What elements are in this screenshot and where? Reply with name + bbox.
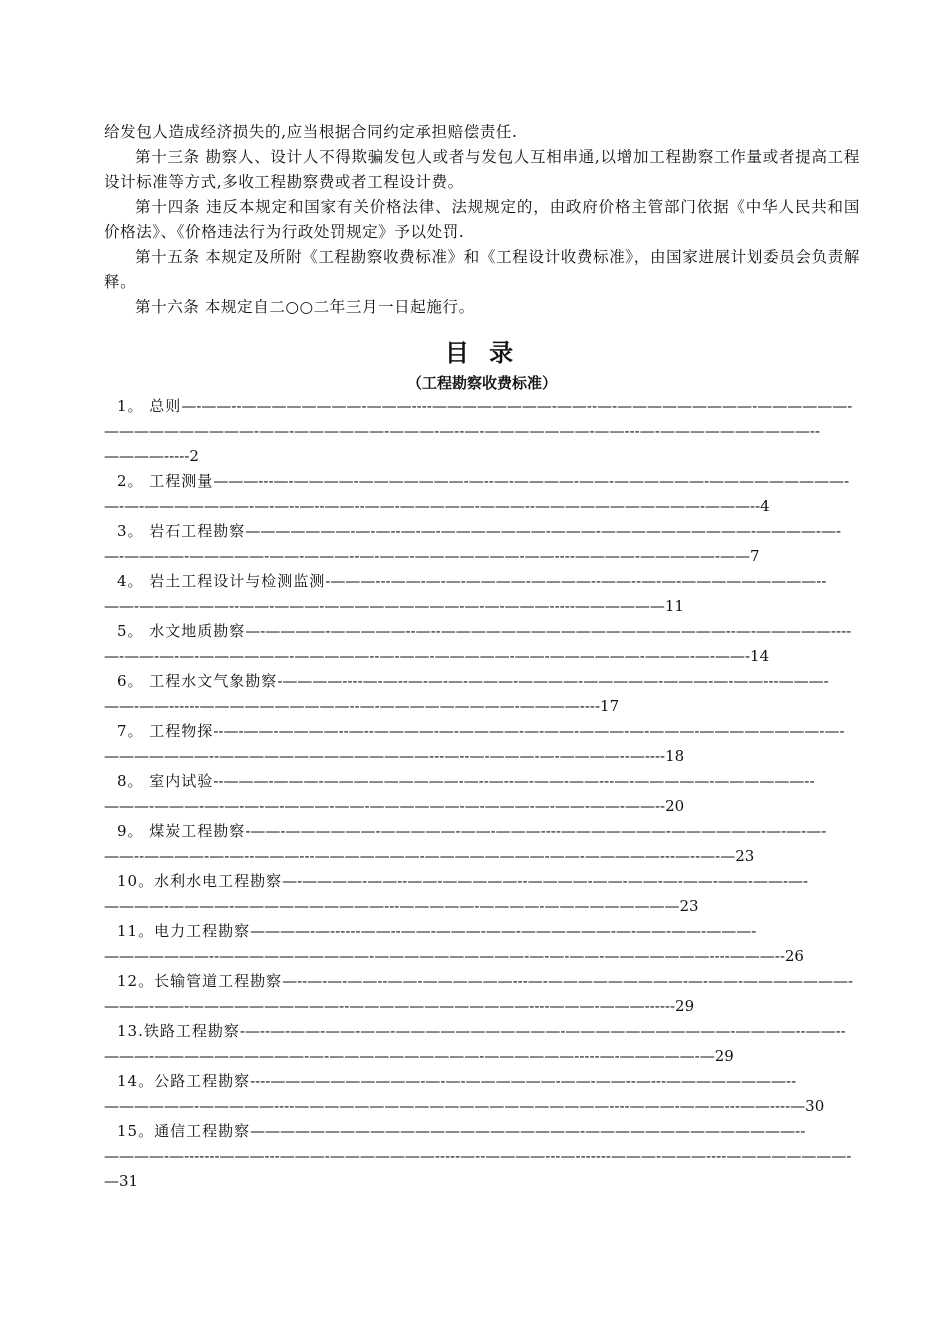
toc-entry-label: 11。电力工程勘察	[117, 922, 251, 940]
body-paragraph-article-13: 第十三条 勘察人、设计人不得欺骗发包人或者与发包人互相串通,以增加工程勘察工作量或者提高工程设计标准等方式,多收工程勘察费或者工程设计费。	[104, 148, 860, 191]
toc-entry-page-number: 23	[679, 897, 699, 915]
toc-entry-page-number: 30	[805, 1097, 825, 1115]
toc-entry-label: 9。 煤炭工程勘察	[117, 822, 246, 840]
toc-entry-label: 15。通信工程勘察	[117, 1122, 251, 1140]
toc-entry[interactable]	[104, 869, 860, 919]
toc-entry-page-number: 29	[675, 997, 695, 1015]
toc-entry[interactable]	[104, 719, 860, 769]
toc-entry[interactable]	[104, 394, 860, 469]
toc-entry-label: 4。 岩土工程设计与检测监测	[117, 572, 326, 590]
toc-entry-leader: —-——--————————-———----————————-——--—-—————————-——————-——————————-——-——————-———-—--—-———————-——---—-——————————--————-----	[104, 397, 853, 465]
document-page	[104, 120, 860, 1194]
toc-entry[interactable]	[104, 919, 860, 969]
toc-entry-page-number: 29	[714, 1047, 734, 1065]
toc-title: 目 录	[444, 339, 520, 367]
toc-entry-page-number: 2	[189, 447, 199, 465]
toc-entry[interactable]	[104, 1069, 860, 1119]
body-paragraph-article-16: 第十六条 本规定自二○○二年三月一日起施行。	[135, 298, 475, 316]
toc-entry[interactable]	[104, 969, 860, 1019]
body-paragraph-article-15: 第十五条 本规定及所附《工程勘察收费标准》和《工程设计收费标准》，由国家进展计划委员会负责解释。	[104, 248, 860, 291]
toc-entry-leader: ----——————————-—-—-——————-——-——--—---————————--——————-—————----—————————————————————----———-———---——----—	[104, 1072, 806, 1115]
toc-entry[interactable]	[104, 669, 860, 719]
toc-entry-leader: -———---——-—-—-————-————--——--—-—-—————————--——-——————--——-———-—————————-—-—-———-----——————	[104, 572, 827, 615]
toc-entry-leader: -——-——————-—————-——-———----———————-——————-—-—-—-——--————-—-—--———---———————-————————-——-—————---—--—-—	[104, 822, 827, 865]
toc-entry[interactable]	[104, 469, 860, 519]
body-paragraph-1: 给发包人造成经济损失的,应当根据合同约定承担赔偿责任.	[104, 123, 518, 141]
toc-entry-leader: —--—-—-——--——-——————---—-—————————-—-——-———————-———-——-——————————--————————————----———-———------	[104, 972, 854, 1015]
toc-entry-label: 2。 工程测量	[117, 472, 214, 490]
toc-entry-leader: —-————-—————--—--———————————————————--—-—————----—-——-—-—-——————-—————--—-——-—————-——-——————-———-—-——-	[104, 622, 852, 665]
toc-entry[interactable]	[104, 519, 860, 569]
toc-entry-label: 14。公路工程勘察	[117, 1072, 251, 1090]
toc-entry[interactable]	[104, 619, 860, 669]
toc-entry-leader: -————----—-—--—-—-—-———-————-—————-———-—-——---———-——-——------——————————--—-—————————-————----	[104, 672, 829, 715]
toc-entry-leader: ————-—------——--——-———-——-——————-—-——-——-———-———————--——————————-——————————-—-—-——-———————----———--	[104, 922, 785, 965]
toc-entry-label: 10。水利水电工程勘察	[117, 872, 283, 890]
toc-entry-leader: -—--—-——-——-——-———————————-———————————-————--——--———-——————————-—-——————————-——————-----—-—————-—	[104, 1022, 846, 1065]
toc-entry-page-number: 11	[664, 597, 684, 615]
toc-entry-label: 1。 总则	[117, 397, 182, 415]
toc-entry-label: 3。 岩石工程勘察	[117, 522, 246, 540]
toc-entry-page-number: 31	[119, 1172, 139, 1190]
toc-entry-leader: --—-——-————--—--————-—-————-—-——-———-—-———-————————-—-———————--——————————————---—--—-———-—-————--—----	[104, 722, 845, 765]
toc-entry-page-number: 26	[784, 947, 804, 965]
toc-entry-leader: ——————————————————————-——————————————--————-—-------———---———-———————-----—--————---—-------———-———----————————-—	[104, 1122, 852, 1190]
toc-entry-label: 5。 水文地质勘察	[117, 622, 246, 640]
toc-entry-label: 12。长输管道工程勘察	[117, 972, 283, 990]
toc-entry-leader: ———————-—-—--—-—-———————-———-——————————-————-—-—-————-—————-——-———--—-——-———————-——----————-—————-——	[104, 522, 842, 565]
toc-entry[interactable]	[104, 769, 860, 819]
toc-list	[104, 394, 860, 1194]
toc-entry-label: 6。 工程水文气象勘察	[117, 672, 278, 690]
body-paragraph-article-14: 第十四条 违反本规定和国家有关价格法律、法规规定的，由政府价格主管部门依据《中华人民共和国价格法》、《价格违法行为行政处罚规定》予以处罚.	[104, 198, 860, 241]
toc-entry-leader: —-————-——--——-—————--————-——-——-—-——-——-——-—-————-————-——————————---—————-————-—————————	[104, 872, 809, 915]
toc-entry-page-number: 7	[750, 547, 760, 565]
toc-entry-page-number: 14	[750, 647, 770, 665]
toc-entry-leader: --———-———-—————————-—--—--—-——-——---—-—————-——————--———-———-—-—-—-—-———-——-——————-—-———-—-——-——-——--	[104, 772, 815, 815]
toc-entry[interactable]	[104, 1119, 860, 1194]
toc-entry-page-number: 23	[735, 847, 755, 865]
toc-entry-label: 8。 室内试验	[117, 772, 214, 790]
toc-entry[interactable]	[104, 1019, 860, 1069]
toc-entry-page-number: 20	[665, 797, 685, 815]
toc-entry-page-number: 17	[600, 697, 620, 715]
toc-subtitle: （工程勘察收费标准）	[406, 374, 557, 392]
toc-entry[interactable]	[104, 569, 860, 619]
toc-entry-page-number: 4	[760, 497, 770, 515]
toc-entry-label: 7。 工程物探	[117, 722, 214, 740]
toc-entry-label: 13.铁路工程勘察	[117, 1022, 240, 1040]
toc-entry-page-number: 18	[665, 747, 685, 765]
toc-entry-leader: ———---—-————-———————-—--—-————-——-——————-—————————-—-—-———————-—-—--—--——--——-—————-———--———————————-———--	[104, 472, 850, 515]
toc-entry[interactable]	[104, 819, 860, 869]
